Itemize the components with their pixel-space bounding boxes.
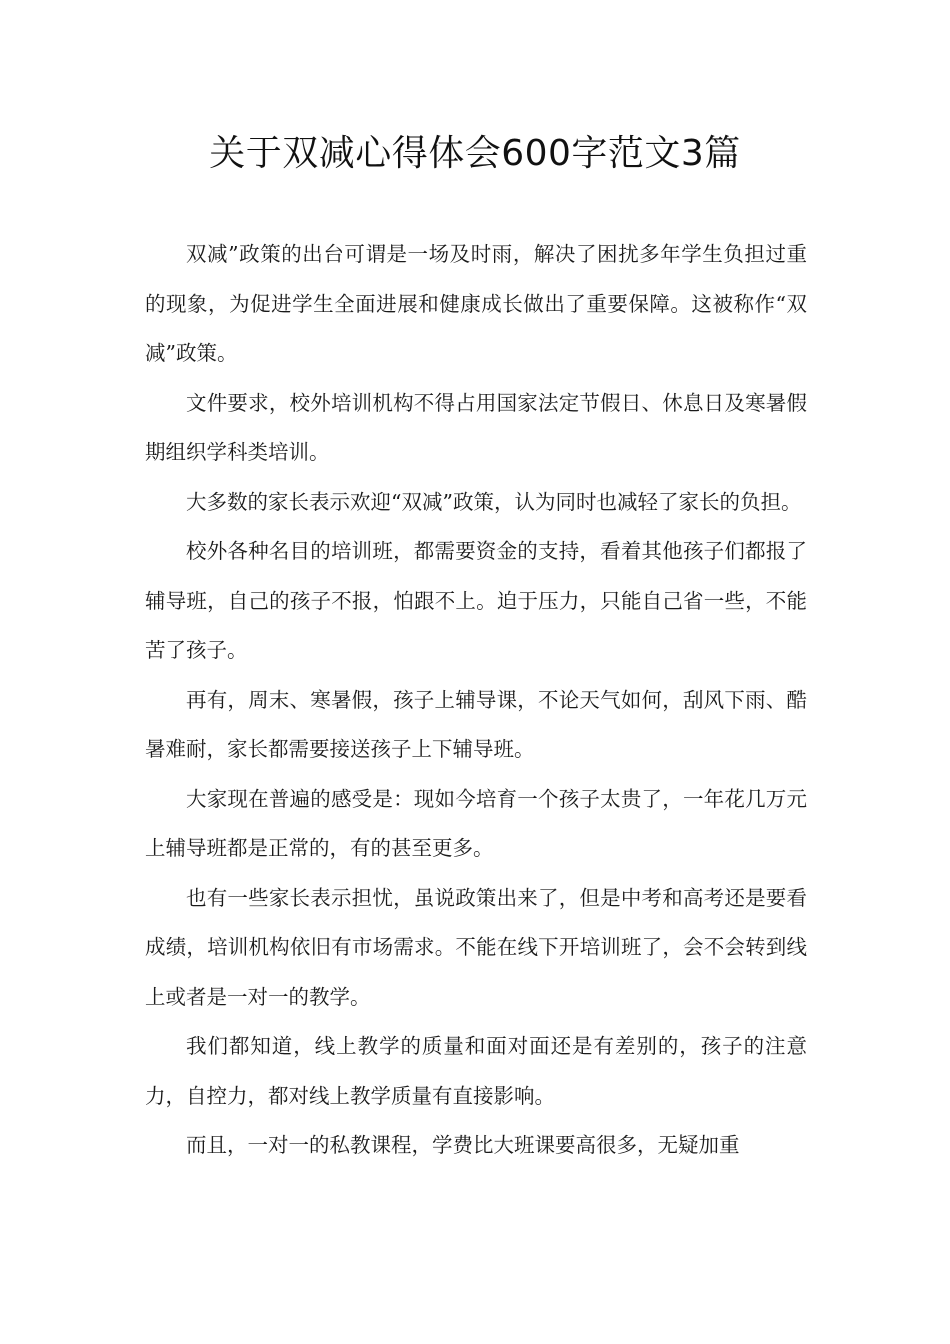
document-title: 关于双减心得体会600字范文3篇 [209, 133, 741, 174]
paragraph: 再有，周末、寒暑假，孩子上辅导课，不论天气如何，刮风下雨、酷暑难耐，家长都需要接送孩子上下辅导班。 [145, 687, 807, 761]
paragraph: 大多数的家长表示欢迎“双减”政策，认为同时也减轻了家长的负担。 [186, 489, 802, 514]
paragraph: 校外各种名目的培训班，都需要资金的支持，看着其他孩子们都报了辅导班，自己的孩子不报，怕跟不上。迫于压力，只能自己省一些，不能苦了孩子。 [145, 539, 807, 662]
paragraph: 大家现在普遍的感受是：现如今培育一个孩子太贵了，一年花几万元上辅导班都是正常的，有的甚至更多。 [145, 786, 807, 860]
paragraph: 我们都知道，线上教学的质量和面对面还是有差别的，孩子的注意力，自控力，都对线上教学质量有直接影响。 [145, 1034, 807, 1108]
paragraph: 而且，一对一的私教课程，学费比大班课要高很多，无疑加重 [186, 1133, 740, 1157]
paragraph: 文件要求，校外培训机构不得占用国家法定节假日、休息日及寒暑假期组织学科类培训。 [145, 390, 807, 464]
paragraph: 双减”政策的出台可谓是一场及时雨，解决了困扰多年学生负担过重的现象，为促进学生全面进展和健康成长做出了重要保障。这被称作“双减”政策。 [145, 242, 807, 365]
paragraph: 也有一些家长表示担忧，虽说政策出来了，但是中考和高考还是要看成绩，培训机构依旧有市场需求。不能在线下开培训班了，会不会转到线上或者是一对一的教学。 [145, 885, 807, 1009]
document-body [145, 230, 807, 1171]
